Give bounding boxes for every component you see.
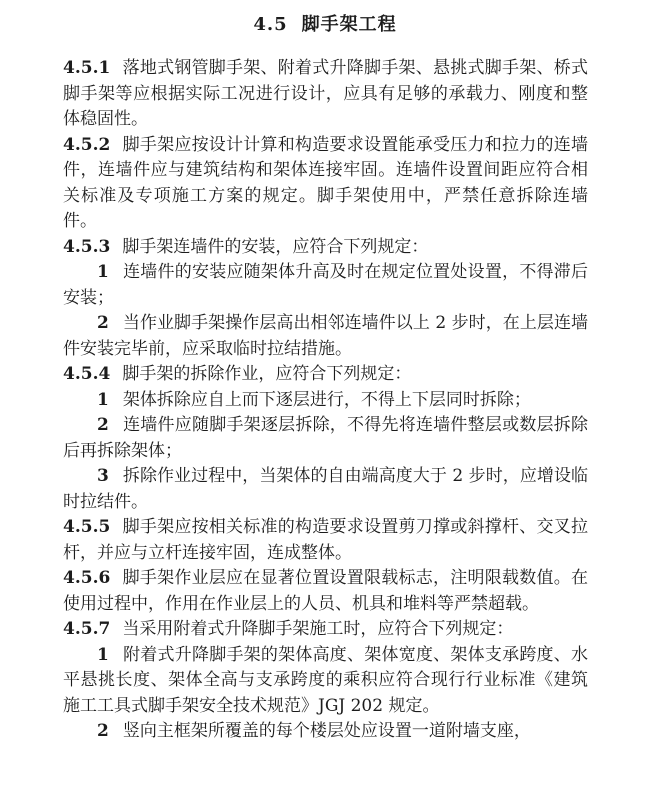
item-text: 连墙件应随脚手架逐层拆除，不得先将连墙件整层或数层拆除后再拆除架体；	[63, 415, 588, 461]
item-number: 2	[97, 721, 109, 741]
clause-text: 脚手架连墙件的安装，应符合下列规定：	[122, 236, 429, 257]
list-item	[63, 311, 588, 362]
clause-4-5-6	[63, 566, 588, 617]
item-number: 2	[97, 415, 109, 435]
list-item	[63, 719, 588, 745]
clause-text: 落地式钢管脚手架、附着式升降脚手架、悬挑式脚手架、桥式脚手架等应根据实际工况进行设计，应具有足够的承载力、刚度和整体稳固性。	[63, 58, 588, 129]
clause-text: 当采用附着式升降脚手架施工时，应符合下列规定：	[122, 619, 514, 639]
section-body	[63, 56, 588, 745]
section-heading	[0, 12, 650, 38]
list-item	[63, 643, 588, 720]
item-number: 1	[97, 262, 109, 282]
item-number: 1	[97, 644, 109, 665]
clause-number: 4.5.5	[63, 517, 111, 537]
clause-number: 4.5.4	[63, 364, 111, 384]
clause-number: 4.5.1	[63, 58, 111, 78]
clause-4-5-5	[63, 515, 588, 566]
clause-4-5-3	[63, 235, 588, 261]
clause-number: 4.5.7	[63, 619, 111, 639]
item-text: 架体拆除应自上而下逐层进行，不得上下层同时拆除；	[122, 389, 531, 410]
item-text: 连墙件的安装应随架体升高及时在规定位置处设置，不得滞后安装；	[63, 262, 588, 308]
item-number: 3	[97, 466, 109, 486]
clause-number: 4.5.3	[63, 236, 111, 257]
clause-text: 脚手架作业层应在显著位置设置限载标志，注明限载数值。在使用过程中，作用在作业层上的人员、机具和堆料等严禁超载。	[63, 568, 588, 614]
clause-text: 脚手架应按设计计算和构造要求设置能承受压力和拉力的连墙件，连墙件应与建筑结构和架体连接牢固。连墙件设置间距应符合相关标准及专项施工方案的规定。脚手架使用中，严禁任意拆除连墙件。	[63, 134, 588, 231]
section-number: 4.5	[253, 14, 288, 35]
section-title: 脚手架工程	[301, 14, 397, 35]
clause-4-5-4	[63, 362, 588, 388]
clause-text: 脚手架的拆除作业，应符合下列规定：	[122, 364, 412, 384]
item-text: 拆除作业过程中，当架体的自由端高度大于 2 步时，应增设临时拉结件。	[63, 466, 588, 512]
item-text: 竖向主框架所覆盖的每个楼层处应设置一道附墙支座，	[122, 721, 531, 741]
list-item	[63, 388, 588, 414]
clause-number: 4.5.2	[63, 134, 111, 155]
item-number: 2	[97, 313, 109, 333]
clause-4-5-7	[63, 617, 588, 643]
list-item	[63, 413, 588, 464]
clause-4-5-2	[63, 133, 588, 235]
clause-4-5-1	[63, 56, 588, 133]
item-text: 附着式升降脚手架的架体高度、架体宽度、架体支承跨度、水平悬挑长度、架体全高与支承跨度的乘积应符合现行行业标准《建筑施工工具式脚手架安全技术规范》JGJ 202 规定。	[63, 644, 588, 716]
item-number: 1	[97, 389, 109, 410]
clause-number: 4.5.6	[63, 568, 111, 588]
list-item	[63, 464, 588, 515]
list-item	[63, 260, 588, 311]
clause-text: 脚手架应按相关标准的构造要求设置剪刀撑或斜撑杆、交叉拉杆，并应与立杆连接牢固，连成整体。	[63, 517, 588, 563]
item-text: 当作业脚手架操作层高出相邻连墙件以上 2 步时，在上层连墙件安装完毕前，应采取临时拉结措施。	[63, 313, 588, 359]
